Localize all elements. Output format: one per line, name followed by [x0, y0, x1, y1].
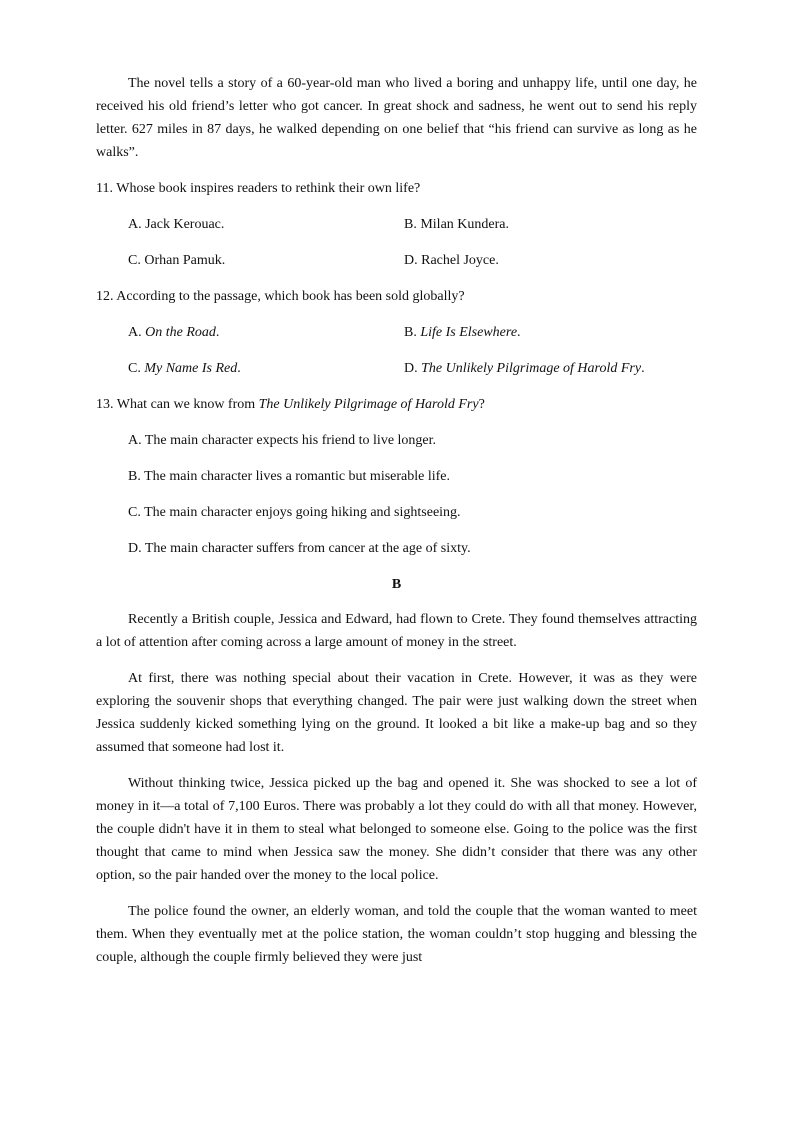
option-punct: . [215, 325, 220, 340]
section-b-paragraph-2: At first, there was nothing special about their vacation in Crete. However, it was as they were exploring the souvenir shops that everything changed. The pair were just walking down the street when Jessica suddenly kicked something lying on the ground. It looked a bit like a make-up bag and so they assumed that someone had lost it. [96, 671, 697, 755]
question-13-stem [96, 393, 697, 416]
section-b-paragraph-1: Recently a British couple, Jessica and Edward, had flown to Crete. They found themselves attracting a lot of attention after coming across a large amount of money in the street. [96, 612, 697, 650]
question-12-option-d [404, 357, 645, 380]
question-11-options-row-1 [128, 213, 697, 236]
question-11-option-a: A. Jack Kerouac. [128, 217, 225, 232]
question-13-option-a: A. The main character expects his friend to live longer. [128, 433, 437, 448]
section-b-heading: B [391, 577, 402, 592]
question-12-option-a [128, 321, 404, 344]
option-punct: . [641, 361, 645, 376]
option-letter: B. [404, 325, 421, 340]
question-12-options-row-2 [128, 357, 697, 380]
question-11-options-row-2 [128, 249, 697, 272]
book-title: Life Is Elsewhere [420, 325, 518, 340]
book-title: The Unlikely Pilgrimage of Harold Fry [421, 361, 642, 376]
question-13-option-c: C. The main character enjoys going hiking and sightseeing. [128, 505, 461, 520]
question-13-option-b: B. The main character lives a romantic but miserable life. [128, 469, 451, 484]
passage-a-paragraph: The novel tells a story of a 60-year-old man who lived a boring and unhappy life, until one day, he received his old friend’s letter who got cancer. In great shock and sadness, he went out to send his reply letter. 627 miles in 87 days, he walked depending on one belief that “his friend can survive as long as he walks”. [96, 76, 697, 160]
option-punct: . [237, 361, 241, 376]
question-11-option-d: D. Rachel Joyce. [404, 253, 499, 268]
book-title: The Unlikely Pilgrimage of Harold Fry [258, 397, 479, 412]
section-b-paragraph-4: The police found the owner, an elderly woman, and told the couple that the woman wanted to meet them. When they eventually met at the police station, the woman couldn’t stop hugging and blessing the couple, although the couple firmly believed they were just [96, 904, 697, 965]
book-title: My Name Is Red [144, 361, 238, 376]
option-letter: D. [404, 361, 422, 376]
option-letter: C. [128, 361, 145, 376]
question-11-option-b: B. Milan Kundera. [404, 217, 509, 232]
question-12-option-b [404, 321, 680, 344]
stem-punct: ? [478, 397, 485, 412]
section-b-paragraph-3: Without thinking twice, Jessica picked up the bag and opened it. She was shocked to see a lot of money in it—a total of 7,100 Euros. There was probably a lot they could do with all that money. However, the couple didn't have it in them to steal what belonged to someone else. Going to the police was the first thought that came to mind when Jessica saw the money. She didn’t consider that there was any other option, so the pair handed over the money to the local police. [96, 776, 697, 883]
option-punct: . [517, 325, 521, 340]
question-11-option-c: C. Orhan Pamuk. [128, 253, 226, 268]
document-page [96, 72, 697, 982]
question-12-options-row-1 [128, 321, 697, 344]
question-11-stem: 11. Whose book inspires readers to rethink their own life? [96, 181, 421, 196]
question-12-option-c [128, 357, 404, 380]
book-title: On the Road [145, 325, 216, 340]
question-13-option-d: D. The main character suffers from cancer at the age of sixty. [128, 541, 471, 556]
question-12-stem: 12. According to the passage, which book has been sold globally? [96, 289, 465, 304]
option-letter: A. [128, 325, 146, 340]
stem-text: 13. What can we know from [96, 397, 259, 412]
